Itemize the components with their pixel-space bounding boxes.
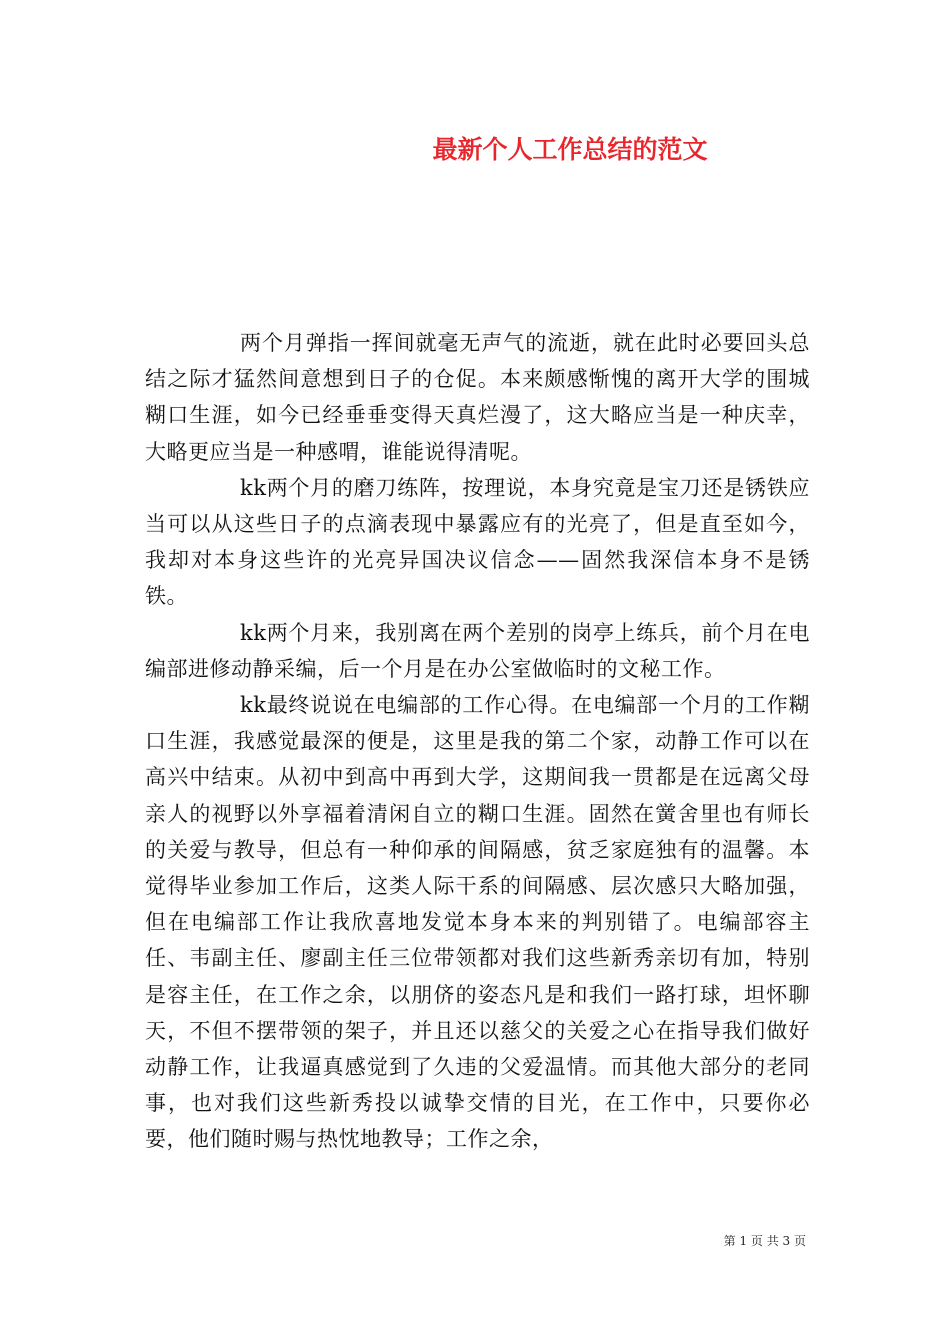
paragraph-3: kk两个月来，我别离在两个差别的岗亭上练兵，前个月在电编部进修动静采编，后一个月是在办公室做临时的文秘工作。: [145, 620, 810, 681]
paragraph-2: kk两个月的磨刀练阵，按理说，本身究竟是宝刀还是锈铁应当可以从这些日子的点滴表现中暴露应有的光亮了，但是直至如今，我却对本身这些许的光亮异国决议信念——固然我深信本身不是锈铁。: [145, 475, 810, 609]
paragraph-1: 两个月弹指一挥间就毫无声气的流逝，就在此时必要回头总结之际才猛然间意想到日子的仓促。本来颇感惭愧的离开大学的围城糊口生涯，如今已经垂垂变得天真烂漫了，这大略应当是一种庆幸，大略更应当是一种感喟，谁能说得清呢。: [145, 331, 810, 464]
page-number: 第 1 页 共 3 页: [723, 1234, 806, 1248]
paragraph-4: kk最终说说在电编部的工作心得。在电编部一个月的工作糊口生涯，我感觉最深的便是，这里是我的第二个家，动静工作可以在高兴中结束。从初中到高中再到大学，这期间我一贯都是在远离父母亲人的视野以外享福着清闲自立的糊口生涯。固然在黉舍里也有师长的关爱与教导，但总有一种仰承的间隔感，贫乏家庭独有的温馨。本觉得毕业参加工作后，这类人际干系的间隔感、层次感只大略加强，但在电编部工作让我欣喜地发觉本身本来的判别错了。电编部容主任、韦副主任、廖副主任三位带领都对我们这些新秀亲切有加，特别是容主任，在工作之余，以朋侪的姿态凡是和我们一路打球，坦怀聊天，不但不摆带领的架子，并且还以慈父的关爱之心在指导我们做好动静工作，让我逼真感觉到了久违的父爱温情。而其他大部分的老同事，也对我们这些新秀投以诚挚交情的目光，在工作中，只要你必要，他们随时赐与热忱地教导；工作之余，: [145, 693, 810, 1152]
document-body: [145, 325, 810, 1158]
document-title: 最新个人工作总结的范文: [432, 135, 708, 164]
